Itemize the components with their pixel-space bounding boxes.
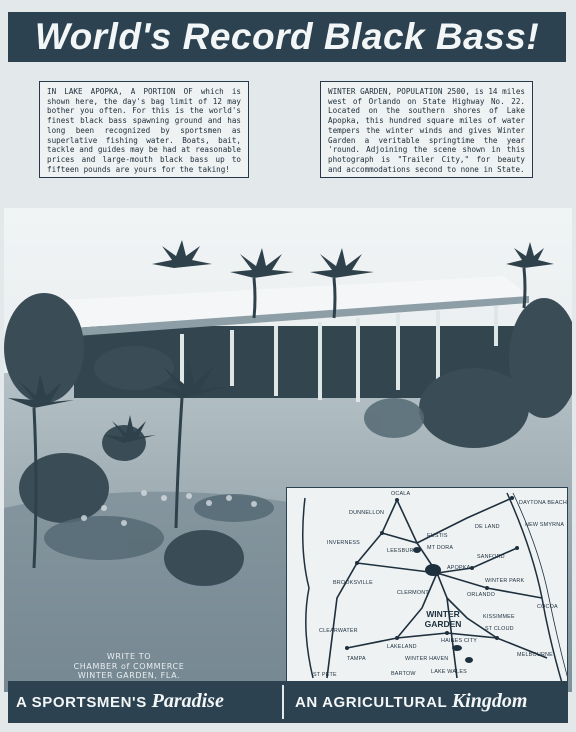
map-label-eustis: EUSTIS (427, 533, 448, 539)
map-label-cocoa: COCOA (537, 604, 558, 610)
map-title (417, 610, 469, 629)
region-map (286, 487, 568, 687)
map-label-lake-wales: LAKE WALES (431, 669, 467, 675)
map-label-mt-dora: MT DORA (427, 545, 454, 551)
lake-apopka-textbox: IN LAKE APOPKA, A PORTION OF which is shown here, the day's bag limit of 12 may bother you often. For this is the world's finest black bass spawning ground and has long been recognized by sportsmen as superlative fishing water. Boats, bait, tackle and guides may be had at reasonable prices and large-mouth black bass up to fifteen pounds are yours for the taking! (39, 81, 249, 178)
write-to-caption (44, 652, 214, 681)
map-label-clermont: CLERMONT (397, 590, 429, 596)
map-label-kissimmee: KISSIMMEE (483, 614, 515, 620)
map-label-leesburg: LEESBURG (387, 548, 418, 554)
map-label-melbourne: MELBOURNE (517, 652, 553, 658)
map-label-winter-haven: WINTER HAVEN (405, 656, 449, 662)
map-label-deland: DE LAND (475, 524, 500, 530)
paradise-script: Paradise (151, 690, 224, 712)
bottom-banner (8, 681, 568, 723)
banner-divider (282, 685, 284, 719)
map-label-lakeland: LAKELAND (387, 644, 417, 650)
map-label-orlando: ORLANDO (467, 592, 496, 598)
agricultural-caps: AN AGRICULTURAL (295, 694, 448, 711)
map-label-st-cloud: ST CLOUD (485, 626, 514, 632)
agricultural-slogan (295, 690, 527, 713)
kingdom-script: Kingdom (451, 690, 528, 712)
page-title: World's Record Black Bass! (34, 16, 540, 57)
title-banner (8, 12, 566, 62)
map-title-line1: WINTER (426, 609, 460, 619)
map-label-haines-city: HAINES CITY (441, 638, 478, 644)
chamber-line: CHAMBER of COMMERCE (73, 661, 185, 671)
sportsmen-caps: A SPORTSMEN'S (16, 694, 147, 711)
map-label-ocala: OCALA (391, 491, 411, 497)
map-label-dunnellon: DUNNELLON (349, 510, 385, 516)
map-title-line2: GARDEN (424, 618, 462, 629)
address-line: WINTER GARDEN, FLA. (77, 671, 181, 680)
winter-garden-textbox: WINTER GARDEN, POPULATION 2500, is 14 miles west of Orlando on State Highway No. 22. Located on the southern shores of Lake Apopka, this hundred square miles of water tempers the winter winds and gives Winter Garden a veritable springtime the year 'round. Adjoining the scene shown in this photograph is "Trailer City," for beauty and accommodations second to none in State. (320, 81, 533, 178)
map-label-apopka: APOPKA (447, 565, 471, 571)
map-label-new-smyrna: NEW SMYRNA (525, 522, 565, 528)
map-label-winter-park: WINTER PARK (485, 578, 525, 584)
map-label-sanford: SANFORD (477, 554, 505, 560)
map-label-inverness: INVERNESS (327, 540, 360, 546)
map-label-brooksville: BROOKSVILLE (333, 580, 373, 586)
map-label-tampa: TAMPA (347, 656, 366, 662)
map-label-bartow: BARTOW (391, 671, 416, 677)
map-label-st-pete: ST PETE (313, 672, 337, 678)
sportsmen-slogan (16, 690, 224, 713)
map-label-clearwater: CLEARWATER (319, 628, 358, 634)
map-label-daytona: DAYTONA BEACH (519, 500, 567, 506)
write-to-line: WRITE TO (106, 652, 152, 661)
